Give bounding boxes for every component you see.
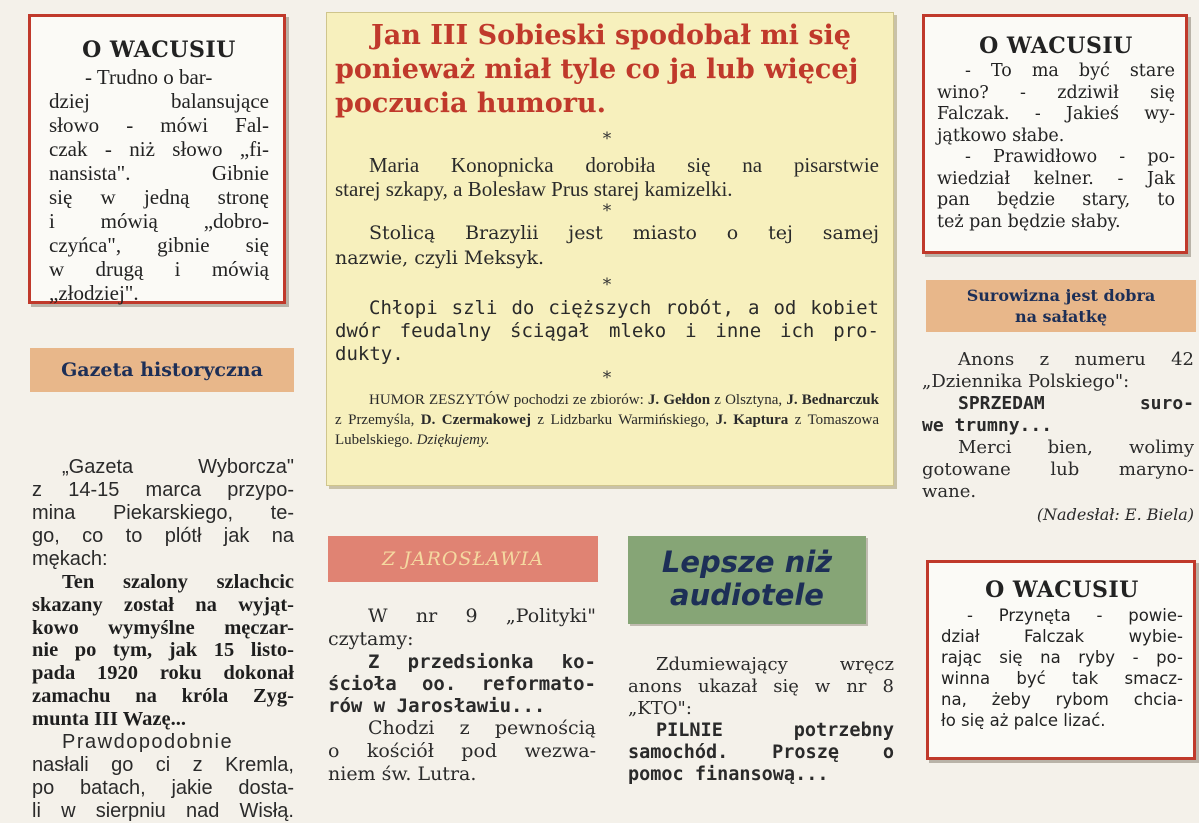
section-label-audiotele: Lepsze niż audiotele: [628, 536, 866, 624]
surowizna-quote: SPRZEDAM suro- we trumny...: [922, 393, 1194, 436]
separator-star: *: [602, 368, 612, 388]
humor-headline: Jan III Sobieski spodobał mi się ponieważ miał tyle co ja lub więcej poczucia humoru.: [335, 20, 859, 119]
surowizna-article: Anons z numeru 42 „Dziennika Polskiego": SPRZEDAM suro- we trumny... Merci bien, wolimy gotowane lub maryno- wane. (Nadesłał: E. Biela): [922, 349, 1194, 524]
wacusiu-text: - Trudno o bar- dziej balansujące słowo - mówi Fal- czak - niż słowo „fi- nansista". Gibnie się w jedną stronę i mówią „dobro- czyńca", gibnie się w drugą i mówią „złodziej".: [49, 65, 269, 305]
wacusiu-title: O WACUSIU: [82, 37, 236, 63]
signature: (Nadesłał: E. Biela): [1036, 505, 1194, 524]
humor-box: [326, 12, 894, 486]
section-label-jaroslaw: Z JAROSŁAWIA: [328, 536, 598, 582]
wacusiu-text: - To ma być stare wino? - zdziwił się Falczak. - Jakieś wy- jątkowo słabe. - Prawidłowo - po- wiedział kelner. - Jak pan będzie stary, to też pan będzie słaby.: [937, 61, 1175, 232]
separator-star: *: [602, 275, 612, 295]
audiotele-quote: PILNIE potrzebny samochód. Proszę o pomoc finansową...: [628, 720, 894, 785]
humor-item-2: Stolicą Brazylii jest miasto o tej samej nazwie, czyli Meksyk.: [335, 222, 879, 269]
audiotele-article: Zdumiewający wręcz anons ukazał się w nr 8 „KTO": PILNIE potrzebny samochód. Proszę o pomoc finansową...: [628, 654, 894, 785]
wacusiu-title: O WACUSIU: [985, 577, 1139, 603]
section-label-gazeta: Gazeta historyczna: [30, 348, 294, 392]
humor-item-3: Chłopi szli do cięższych robót, a od kobiet dwór feudalny ściągał mleko i inne ich pro- dukty.: [335, 297, 879, 365]
separator-star: *: [602, 201, 612, 221]
section-label-surowizna: Surowizna jest dobra na sałatkę: [926, 280, 1196, 332]
jaroslaw-article: W nr 9 „Polityki" czytamy: Z przedsionka ko- ścioła oo. reformato- rów w Jarosławiu... Chodzi z pewnością o kościół pod wezwa- niem św. Lutra.: [328, 605, 596, 785]
humor-credits: HUMOR ZESZYTÓW pochodzi ze zbiorów: J. Gełdon z Olsztyna, J. Bednarczuk z Przemyśla, D. Czermakowej z Lidzbarku Warmińskiego, J. Kaptura z Tomaszowa Lubelskiego. Dziękujemy.: [335, 392, 879, 448]
humor-item-1: Maria Konopnicka dorobiła się na pisarstwie starej szkapy, a Bolesław Prus starej kamizelki.: [335, 153, 879, 201]
gazeta-article: „Gazeta Wyborcza" z 14-15 marca przypo- mina Piekarskiego, te- go, co to plótł jak na mękach: Ten szalony szlachcic skazany został na wyjąt- kowo wymyślne męczar- nie po tym, jak 15 listo- pada 1920 roku dokonał zamachu na króla Zyg- munta III Wazę... Prawdopodobnie nasłali go ci z Kremla, po batach, jakie dosta- li w sierpniu nad Wisłą.: [32, 456, 294, 822]
wacusiu-box-1: [28, 14, 286, 304]
gazeta-quote: Ten szalony szlachcic skazany został na wyjąt- kowo wymyślne męczar- nie po tym, jak 15 listo- pada 1920 roku dokonał zamachu na króla Zyg- munta III Wazę...: [32, 571, 294, 730]
wacusiu-title: O WACUSIU: [979, 33, 1133, 59]
wacusiu-box-3: [926, 560, 1196, 760]
wacusiu-text: - Przynęta - powie- dział Falczak wybie- rając się na ryby - po- winna być tak smacz- na, żeby rybom chcia- ło się aż palce lizać.: [941, 606, 1183, 730]
wacusiu-box-2: [922, 14, 1188, 254]
separator-star: *: [602, 129, 612, 149]
jaroslaw-quote: Z przedsionka ko- ścioła oo. reformato- rów w Jarosławiu...: [328, 651, 596, 717]
